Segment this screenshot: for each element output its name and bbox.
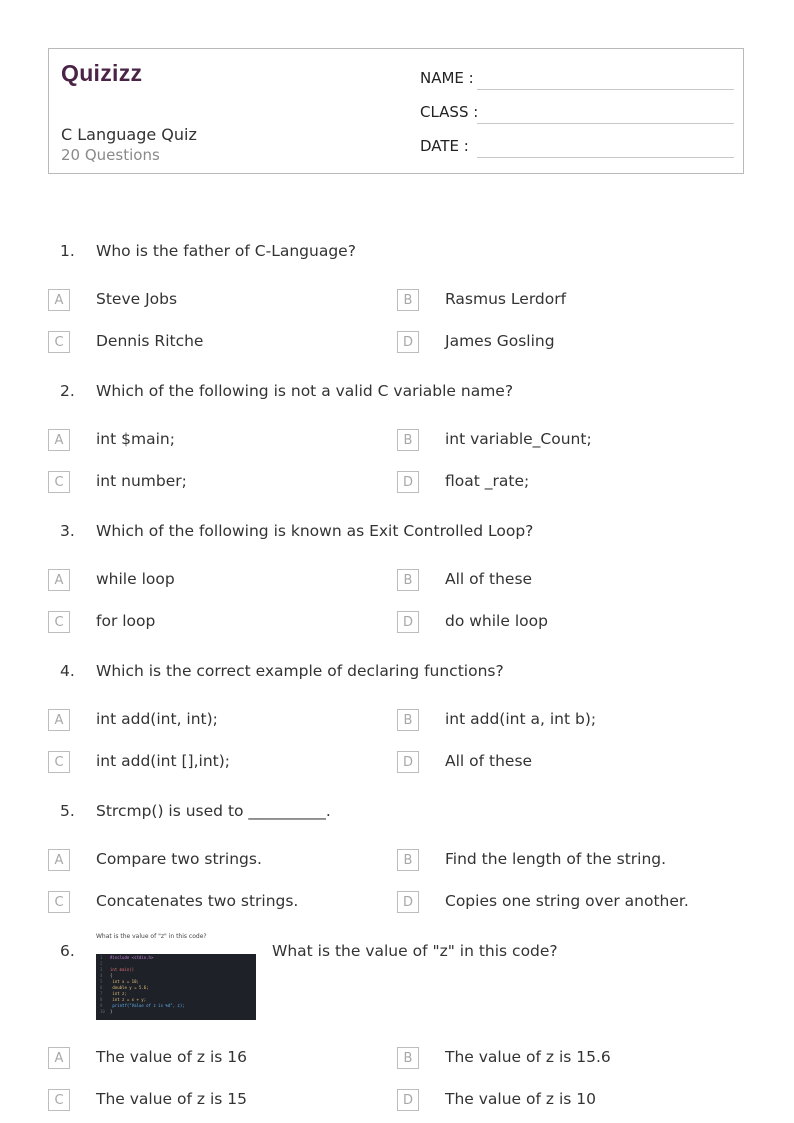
option-text: Concatenates two strings. [96, 892, 299, 910]
code-line: 7 int z; [100, 991, 127, 996]
option-letter-box: B [397, 709, 419, 731]
option-letter-box: D [397, 611, 419, 633]
code-line: 10 } [100, 1009, 113, 1014]
option-text: The value of z is 15 [96, 1090, 247, 1108]
question-number: 3. [60, 522, 75, 540]
option-text: int add(int, int); [96, 710, 218, 728]
option-text: All of these [445, 570, 533, 588]
option-text: All of these [445, 752, 533, 770]
option-letter-box: C [48, 751, 70, 773]
question-number: 5. [60, 802, 75, 820]
option-text: The value of z is 10 [445, 1090, 596, 1108]
question-count: 20 Questions [61, 146, 160, 164]
question-number: 6. [60, 942, 75, 960]
code-screenshot [96, 954, 256, 1020]
name-label: NAME : [420, 69, 474, 87]
option-text: for loop [96, 612, 156, 630]
option-letter-box: B [397, 569, 419, 591]
option-letter-box: B [397, 849, 419, 871]
class-line[interactable] [477, 123, 734, 124]
option-text: int variable_Count; [445, 430, 592, 448]
date-field[interactable] [420, 137, 734, 161]
class-label: CLASS : [420, 103, 479, 121]
date-label: DATE : [420, 137, 469, 155]
option-letter-box: D [397, 891, 419, 913]
class-field[interactable] [420, 103, 734, 127]
question-text: Which of the following is known as Exit Controlled Loop? [96, 522, 534, 540]
option-letter-box: A [48, 429, 70, 451]
option-text: The value of z is 15.6 [445, 1048, 611, 1066]
option-letter-box: A [48, 709, 70, 731]
option-letter-box: D [397, 471, 419, 493]
option-text: int $main; [96, 430, 175, 448]
option-text: Steve Jobs [96, 290, 178, 308]
quizizz-logo [61, 59, 153, 89]
code-line: 8 int z = x + y; [100, 997, 147, 1002]
question-text: Which is the correct example of declaring functions? [96, 662, 504, 680]
option-letter-box: D [397, 331, 419, 353]
option-letter-box: B [397, 1047, 419, 1069]
option-letter-box: C [48, 1089, 70, 1111]
question-number: 2. [60, 382, 75, 400]
option-text: int number; [96, 472, 187, 490]
code-line: 1 #include <stdio.h> [100, 955, 154, 960]
option-text: James Gosling [445, 332, 555, 350]
option-text: while loop [96, 570, 175, 588]
option-text: Find the length of the string. [445, 850, 667, 868]
option-letter-box: A [48, 1047, 70, 1069]
name-line[interactable] [477, 89, 734, 90]
option-text: int add(int a, int b); [445, 710, 597, 728]
svg-text:Quizizz: Quizizz [61, 60, 143, 86]
code-line: 5 int x = 10; [100, 979, 139, 984]
option-text: Copies one string over another. [445, 892, 689, 910]
option-letter-box: C [48, 891, 70, 913]
question-number: 1. [60, 242, 75, 260]
option-letter-box: A [48, 569, 70, 591]
option-letter-box: C [48, 331, 70, 353]
code-line: 4 { [100, 973, 113, 978]
option-text: float _rate; [445, 472, 530, 490]
option-letter-box: B [397, 429, 419, 451]
code-image-caption: What is the value of "z" in this code? [96, 933, 207, 940]
question-text: What is the value of "z" in this code? [272, 942, 558, 960]
option-letter-box: C [48, 611, 70, 633]
question-text: Strcmp() is used to __________. [96, 802, 331, 820]
worksheet-header [48, 48, 744, 174]
quiz-title: C Language Quiz [61, 125, 197, 144]
option-text: Dennis Ritche [96, 332, 204, 350]
question-text: Which of the following is not a valid C variable name? [96, 382, 514, 400]
option-letter-box: A [48, 849, 70, 871]
option-text: Rasmus Lerdorf [445, 290, 567, 308]
option-letter-box: C [48, 471, 70, 493]
name-field[interactable] [420, 69, 734, 93]
option-letter-box: D [397, 751, 419, 773]
option-text: int add(int [],int); [96, 752, 230, 770]
question-text: Who is the father of C-Language? [96, 242, 356, 260]
code-line: 3 int main() [100, 967, 135, 972]
option-letter-box: A [48, 289, 70, 311]
date-line[interactable] [477, 157, 734, 158]
code-line: 9 printf("Value of z is %d", z); [100, 1003, 185, 1008]
code-line: 2 [100, 961, 103, 966]
question-number: 4. [60, 662, 75, 680]
code-line: 6 double y = 5.6; [100, 985, 149, 990]
option-letter-box: D [397, 1089, 419, 1111]
option-text: The value of z is 16 [96, 1048, 247, 1066]
option-text: Compare two strings. [96, 850, 262, 868]
option-text: do while loop [445, 612, 548, 630]
option-letter-box: B [397, 289, 419, 311]
